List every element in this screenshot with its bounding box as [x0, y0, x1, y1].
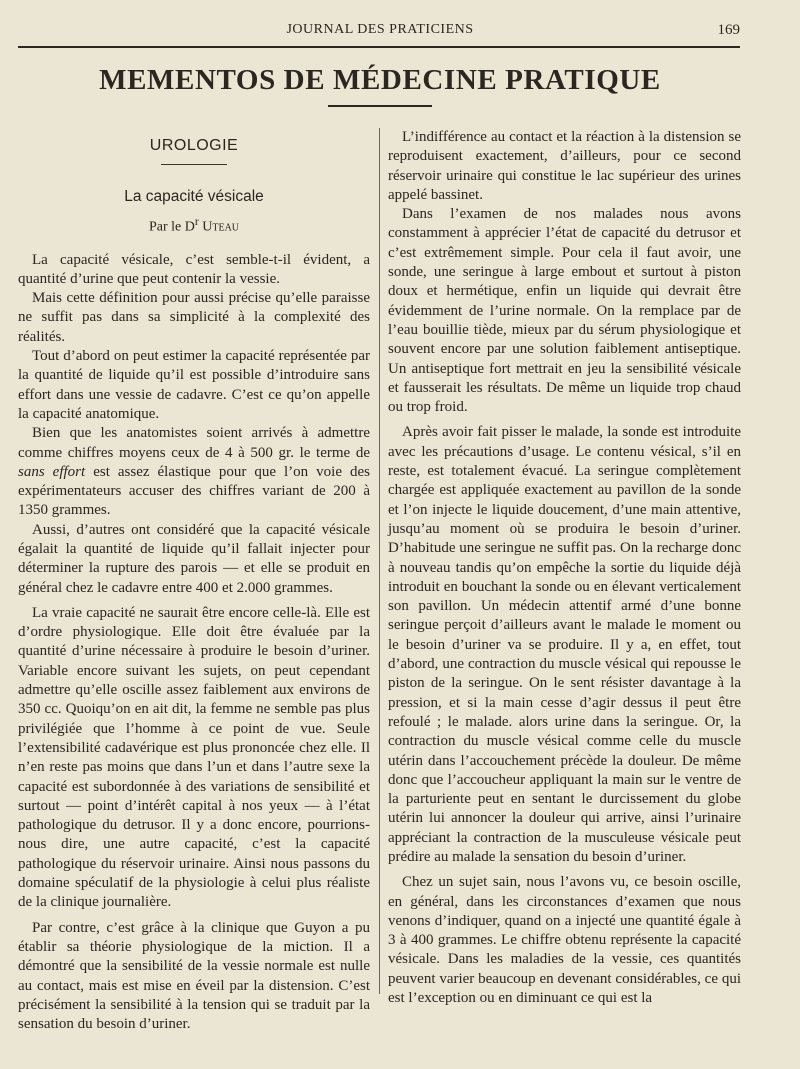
byline-sup: r: [194, 214, 199, 228]
paragraph: Aussi, d’autres ont considéré que la capacité vésicale égalait la quantité de liquide qu’il fallait injecter pour déterminer la rupture des parois — et elle se produit en général chez le cadavre entre 400 et 2.000 grammes.: [18, 521, 370, 596]
page-number: 169: [717, 22, 740, 38]
paragraph: Tout d’abord on peut estimer la capacité représentée par la quantité de liquide qu’il est possible d’introduire sans effort dans une vessie de cadavre. C’est ce qu’on appelle la capacité anatomique.: [18, 348, 370, 422]
main-title: MEMENTOS DE MÉDECINE PRATIQUE: [99, 64, 661, 96]
paragraph: La vraie capacité ne saurait être encore celle-là. Elle est d’ordre physiologique. Elle doit être évaluée par la quantité d’urine nécessaire à produire le besoin d’uriner. Variable encore suivant les sujets, on peut cependant admettre qu’elle oscille assez faiblement aux environs de 350 cc. Quoiqu’on en ait dit, la femme ne semble pas plus privilégiée que l’homme à ce point de vue. Seule l’extensibilité cadavérique est plus prononcée chez elle. Il n’en reste pas moins que dans l’un et dans l’autre sexe la capacité est subordonnée à des variations de sensibilité et surtout — point d’intérêt capital à nos yeux — à l’état pathologique du detrusor. Il y a donc encore, pourrions-nous dire, une autre capacité, c’est la capacité pathologique du réservoir urinaire. Ainsi nous passons du domaine spéculatif de la physiologie à celui plus réaliste de la clinique journalière.: [18, 604, 370, 911]
header-rule: [18, 46, 740, 48]
paragraph-text: Bien que les anatomistes soient arrivés à admettre comme chiffres moyens ceux de 4 à 500 gr. le terme de: [18, 425, 370, 461]
paragraph-text: est assez élastique pour que l’on voie des expérimentateurs accuser des chiffres variant de 200 à 1350 grammes.: [18, 463, 370, 519]
right-column: [388, 128, 741, 1008]
paragraph: Après avoir fait pisser le malade, la sonde est introduite avec les précautions d’usage. Le contenu vésical, s’il en reste, est totalement évacué. La seringue complètement chargée est appliquée exactement au pavillon de la sonde et l’on injecte le liquide doucement, d’une main attentive, jusqu’au moment où se produira le besoin d’uriner. D’habitude une seringue ne suffit pas. On la recharge donc à nouveau tandis qu’on empêche la sortie du liquide déjà introduit en bouchant la sonde ou en élevant verticalement son pavillon. Un médecin attentif armé d’une bonne seringue perçoit d’ailleurs avant le malade le moment ou le besoin d’uriner va se produire. Il y a, en effet, tout d’abord, une contraction du muscle vésical qui repousse le piston de la seringue. On le sent résister davantage à la pression, et si la main cesse d’agir dessus il peut être refoulé ; le malade. alors urine dans la seringue. Or, la contraction du muscle vésical comme celle du muscle utérin dans l’accouchement précède la douleur. De même donc que l’accoucheur appliquant la main sur le ventre de la parturiente peut en sentant le durcissement du globe utérin lui annoncer la douleur qui arrive, ainsi l’urinaire appréciant la contraction de la musculeuse vésicale peut prédire au malade la sensation du besoin d’uriner.: [388, 424, 741, 865]
emphasis-text: sans effort: [18, 463, 86, 480]
column-divider: [379, 128, 380, 994]
section-label: UROLOGIE: [149, 137, 239, 154]
paragraph: Dans l’examen de nos malades nous avons constamment à apprécier l’état de capacité du detrusor et c’est extrêmement simple. Pour cela il faut avoir, une sonde, une seringue à large embout et surtout à piston doux et hermétique, enfin un liquide qui devrait être évidemment de l’urine normale. On la remplace par de l’eau bouillie tiède, mieux par du sérum physiologique et souvent encore par une solution faiblement antiseptique. Un antiseptique fort mettrait en jeu la sensibilité vésicale et fausserait les résultats. De même un liquide trop chaud ou trop froid.: [388, 206, 741, 416]
author-name: Uteau: [202, 219, 240, 235]
section-rule: [161, 164, 227, 165]
byline: [18, 212, 370, 237]
running-title: JOURNAL DES PRATICIENS: [286, 22, 474, 37]
paragraph: La capacité vésicale, c’est semble-t-il évident, a quantité d’urine que peut contenir la vessie.: [18, 251, 370, 287]
running-head: [20, 20, 740, 42]
paragraph: Mais cette définition pour aussi précise qu’elle paraisse ne suffit pas dans sa simplicité à la complexité des réalités.: [18, 290, 370, 345]
paragraph: [18, 424, 370, 520]
left-column: [18, 128, 370, 1034]
paragraph: L’indifférence au contact et la réaction à la distension se reproduisent exactement, d’ailleurs, pour ce second réservoir urinaire qui constitue le lac supérieur des urines appelé bassinet.: [388, 129, 741, 203]
article-title: La capacité vésicale: [124, 188, 264, 206]
paragraph: Chez un sujet sain, nous l’avons vu, ce besoin oscille, en général, dans les circonstances d’examen que nous venons d’indiquer, quand on a injecté une quantité égale à 3 à 400 grammes. Le chiffre obtenu représente la capacité vésicale. Dans les maladies de la vessie, ces quantités peuvent varier beaucoup en devenant considérables, ce qui est l’exception ou en diminuant ce qui est la: [388, 874, 741, 1007]
title-rule: [328, 105, 432, 107]
byline-prefix: Par le D: [148, 219, 195, 235]
paragraph: Par contre, c’est grâce à la clinique que Guyon a pu établir sa théorie physiologique de la miction. Il a démontré que la sensibilité de la vessie normale est nulle au contact, mais est mise en éveil par la distension. C’est précisément la sensibilité à la tension qui se traduit par la sensation du besoin d’uriner.: [18, 919, 370, 1033]
